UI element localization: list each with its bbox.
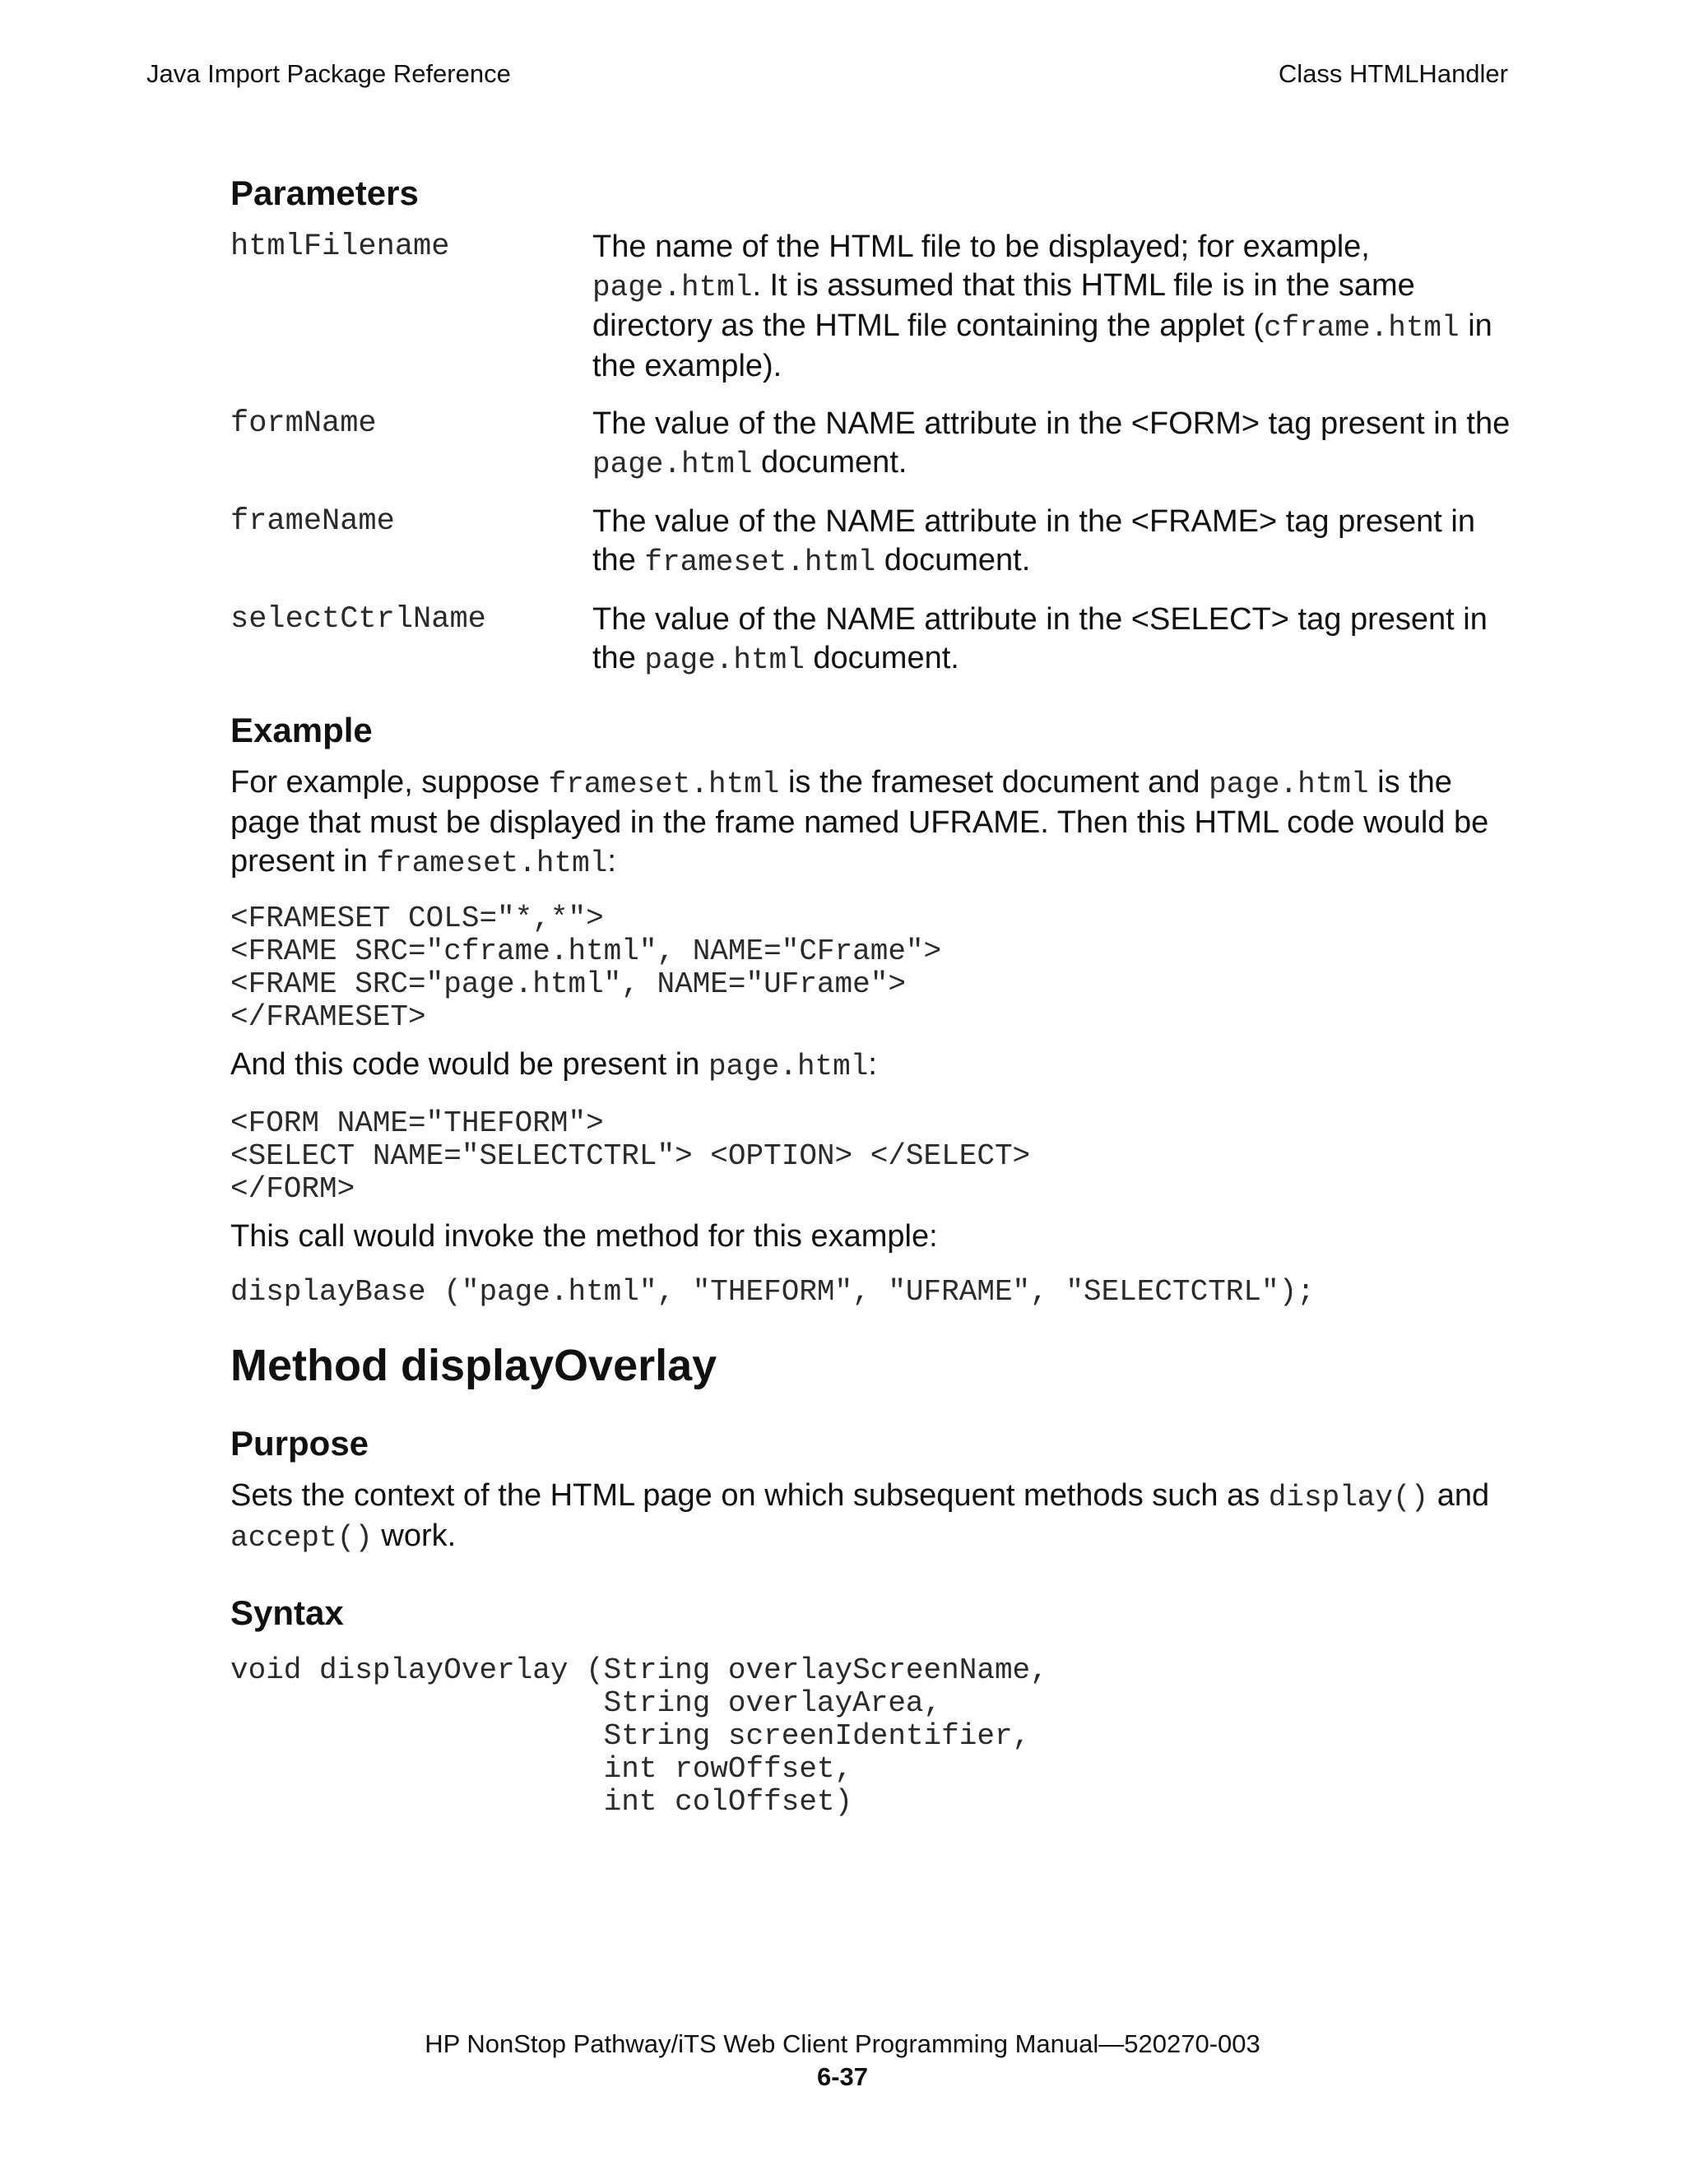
form-code-block: <FORM NAME="THEFORM"> <SELECT NAME="SELECTCTRL"> <OPTION> </SELECT> </FORM>	[230, 1106, 1031, 1206]
syntax-code-block: void displayOverlay (String overlayScreenName, String overlayArea, String screenIdentifier, int rowOffset, int colOffset)	[230, 1653, 1048, 1819]
syntax-heading: Syntax	[230, 1593, 344, 1632]
parameter-name: frameName	[230, 504, 395, 539]
parameter-description: The value of the NAME attribute in the <FRAME> tag present in the frameset.html document.	[592, 504, 1475, 579]
call-intro: This call would invoke the method for this example:	[230, 1219, 938, 1254]
running-header-right: Class HTMLHandler	[1278, 59, 1508, 88]
call-code-line: displayBase ("page.html", "THEFORM", "UFRAME", "SELECTCTRL");	[230, 1275, 1315, 1309]
page-footer	[0, 2028, 1685, 2094]
purpose-heading: Purpose	[230, 1424, 369, 1463]
parameter-description: The value of the NAME attribute in the <SELECT> tag present in the page.html document.	[592, 602, 1488, 677]
example-heading: Example	[230, 711, 373, 749]
parameter-name: formName	[230, 406, 377, 441]
page-code-intro: And this code would be present in page.html:	[230, 1047, 877, 1083]
manual-title: HP NonStop Pathway/iTS Web Client Programming Manual—520270-003	[425, 2029, 1260, 2058]
purpose-text: Sets the context of the HTML page on which subsequent methods such as display() and accept() work.	[230, 1478, 1490, 1555]
parameter-row	[230, 600, 1514, 679]
page-content	[230, 169, 1514, 1819]
parameter-name: htmlFilename	[230, 230, 450, 264]
page-number: 6-37	[816, 2062, 869, 2091]
example-intro: For example, suppose frameset.html is the frameset document and page.html is the page that must be displayed in the frame named UFRAME. Then this HTML code would be present in frameset.html:	[230, 765, 1489, 880]
parameters-heading: Parameters	[230, 174, 419, 212]
parameter-row	[230, 503, 1514, 582]
parameter-row	[230, 405, 1514, 484]
parameter-list	[230, 228, 1514, 679]
parameter-description: The value of the NAME attribute in the <FORM> tag present in the page.html document.	[592, 406, 1511, 481]
method-title: Method displayOverlay	[230, 1341, 717, 1390]
frameset-code-block: <FRAMESET COLS="*,*"> <FRAME SRC="cframe.html", NAME="CFrame"> <FRAME SRC="page.html", NAME="UFrame"> </FRAMESET>	[230, 902, 942, 1034]
parameter-description: The name of the HTML file to be displayed; for example, page.html. It is assumed that this HTML file is in the same directory as the HTML file containing the applet (cframe.html in the example).	[592, 230, 1492, 383]
parameter-row	[230, 228, 1514, 386]
running-header-left: Java Import Package Reference	[146, 59, 511, 88]
parameter-name: selectCtrlName	[230, 602, 486, 637]
